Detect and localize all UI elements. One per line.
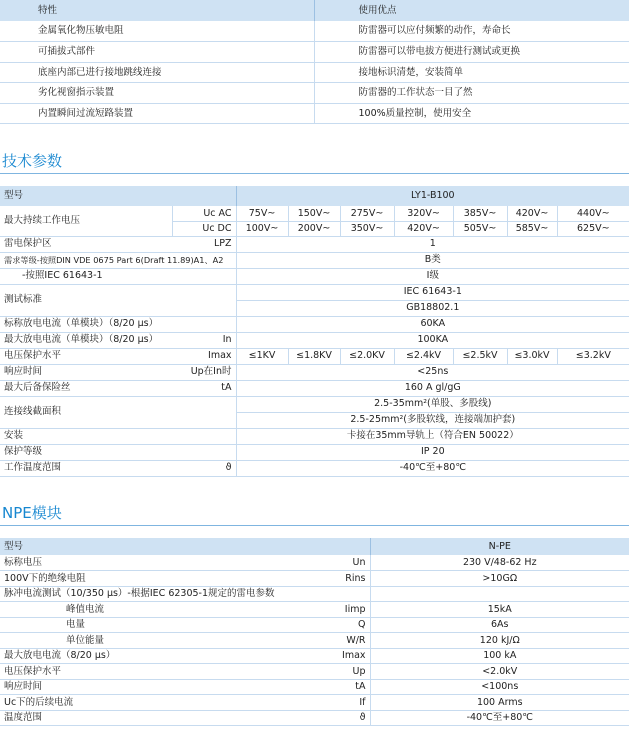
npe-row <box>0 586 629 602</box>
npe-label: 电量 <box>0 617 300 633</box>
param-symbol: LPZ <box>172 236 236 252</box>
tech-model-value: LY1-B100 <box>236 186 629 206</box>
feature-cell: 内置瞬间过流短路装置 <box>0 103 314 124</box>
npe-value: <100ns <box>370 679 629 695</box>
npe-label: 温度范围 <box>0 710 300 726</box>
advantage-cell: 100%质量控制，使用安全 <box>314 103 629 124</box>
ac-value: 150V~ <box>288 206 340 221</box>
npe-symbol: Imax <box>300 648 370 664</box>
up-value: ≤1.8KV <box>288 348 340 364</box>
npe-model-label: 型号 <box>0 538 370 555</box>
npe-symbol: ϑ <box>300 710 370 726</box>
param-value: 1 <box>236 236 629 252</box>
ac-value: 385V~ <box>453 206 507 221</box>
tech-row <box>0 444 629 460</box>
wire-value: 2.5-25mm²(多股软线，连接端加护套) <box>236 412 629 428</box>
npe-value: 15kA <box>370 602 629 618</box>
advantage-cell: 防雷器可以带电拔方便进行测试或更换 <box>314 42 629 63</box>
npe-row <box>0 617 629 633</box>
tech-model-row <box>0 186 629 206</box>
up-value: ≤2.0KV <box>340 348 394 364</box>
tech-section-title: 技术参数 <box>2 152 63 170</box>
tech-model-label: 型号 <box>0 186 236 206</box>
advantage-cell: 接地标识清楚，安装简单 <box>314 62 629 83</box>
tech-up-symbol: Imax <box>172 348 236 364</box>
tech-up-row <box>0 348 629 364</box>
ac-value: 440V~ <box>557 206 629 221</box>
param-label: 响应时间 <box>0 364 172 380</box>
npe-row <box>0 664 629 680</box>
npe-table <box>0 538 629 726</box>
npe-value: 100 Arms <box>370 695 629 711</box>
npe-symbol: Up <box>300 664 370 680</box>
npe-value: >10GΩ <box>370 571 629 587</box>
npe-model-value: N-PE <box>370 538 629 555</box>
npe-symbol: If <box>300 695 370 711</box>
param-label: 保护等级 <box>0 444 236 460</box>
features-row <box>0 42 629 63</box>
param-symbol: Up在In时 <box>172 364 236 380</box>
dc-value: 625V~ <box>557 221 629 236</box>
tech-wire-label: 连接线截面积 <box>0 396 236 428</box>
tech-row <box>0 236 629 252</box>
tech-up-label: 电压保护水平 <box>0 348 172 364</box>
features-table <box>0 0 629 124</box>
param-value: B类 <box>236 252 629 268</box>
dc-value: 420V~ <box>394 221 453 236</box>
npe-symbol: Iimp <box>300 602 370 618</box>
tech-test-row <box>0 284 629 300</box>
param-label: 标称放电电流（单模块）（8/20 μs） <box>0 316 236 332</box>
npe-label: 100V下的绝缘电阻 <box>0 571 300 587</box>
up-value: ≤2.5kV <box>453 348 507 364</box>
param-value: -40℃至+80℃ <box>236 460 629 476</box>
npe-row <box>0 571 629 587</box>
param-label: -按照IEC 61643-1 <box>0 268 172 284</box>
tech-uc-dc: Uc DC <box>172 221 236 236</box>
features-row <box>0 21 629 42</box>
npe-row <box>0 695 629 711</box>
ac-value: 75V~ <box>236 206 288 221</box>
param-value: 60KA <box>236 316 629 332</box>
npe-value <box>370 586 629 602</box>
feature-cell: 金属氧化物压敏电阻 <box>0 21 314 42</box>
tech-row <box>0 428 629 444</box>
npe-symbol: Q <box>300 617 370 633</box>
dc-value: 505V~ <box>453 221 507 236</box>
param-value: 100KA <box>236 332 629 348</box>
features-row <box>0 62 629 83</box>
tech-row <box>0 460 629 476</box>
features-header-advantage: 使用优点 <box>314 0 629 21</box>
npe-symbol: tA <box>300 679 370 695</box>
npe-value: 120 kJ/Ω <box>370 633 629 649</box>
npe-row <box>0 710 629 726</box>
npe-symbol: W/R <box>300 633 370 649</box>
tech-row <box>0 332 629 348</box>
npe-label: 峰值电流 <box>0 602 300 618</box>
npe-label: 最大放电电流（8/20 μs） <box>0 648 300 664</box>
tech-uc-ac-row <box>0 206 629 221</box>
npe-value: 100 kA <box>370 648 629 664</box>
npe-value: 230 V/48-62 Hz <box>370 555 629 571</box>
feature-cell: 可插拔式部件 <box>0 42 314 63</box>
param-label: 最大后备保险丝 <box>0 380 172 396</box>
tech-uc-ac: Uc AC <box>172 206 236 221</box>
tech-row <box>0 268 629 284</box>
npe-section-divider <box>0 525 629 526</box>
tech-uc-label: 最大持续工作电压 <box>0 206 172 236</box>
tech-row <box>0 364 629 380</box>
advantage-cell: 防雷器的工作状态一目了然 <box>314 83 629 104</box>
feature-cell: 底座内部已进行接地跳线连接 <box>0 62 314 83</box>
tech-row <box>0 380 629 396</box>
features-row <box>0 103 629 124</box>
param-value: 160 A gl/gG <box>236 380 629 396</box>
tech-wire-row <box>0 396 629 412</box>
npe-row <box>0 633 629 649</box>
param-label: 雷电保护区 <box>0 236 172 252</box>
tech-row <box>0 252 629 268</box>
npe-value: -40℃至+80℃ <box>370 710 629 726</box>
features-header-feature: 特性 <box>0 0 314 21</box>
npe-label: 脉冲电流测试（10/350 μs）-根据IEC 62305-1规定的雷电参数 <box>0 586 370 602</box>
up-value: ≤3.0kV <box>507 348 557 364</box>
npe-row <box>0 602 629 618</box>
feature-cell: 劣化视窗指示装置 <box>0 83 314 104</box>
features-row <box>0 83 629 104</box>
npe-symbol: Un <box>300 555 370 571</box>
up-value: ≤1KV <box>236 348 288 364</box>
param-symbol: In <box>172 332 236 348</box>
param-label: 安装 <box>0 428 236 444</box>
up-value: ≤2.4kV <box>394 348 453 364</box>
advantage-cell: 防雷器可以应付频繁的动作，寿命长 <box>314 21 629 42</box>
param-value: 卡接在35mm导轨上（符合EN 50022） <box>236 428 629 444</box>
param-symbol <box>172 268 236 284</box>
ac-value: 320V~ <box>394 206 453 221</box>
npe-row <box>0 648 629 664</box>
npe-label: 电压保护水平 <box>0 664 300 680</box>
up-value: ≤3.2kV <box>557 348 629 364</box>
param-label: 最大放电电流（单模块）（8/20 μs） <box>0 332 172 348</box>
npe-row <box>0 679 629 695</box>
param-value: IP 20 <box>236 444 629 460</box>
test-standard: GB18802.1 <box>236 300 629 316</box>
param-value: I级 <box>236 268 629 284</box>
tech-table <box>0 186 629 477</box>
tech-section-divider <box>0 173 629 174</box>
npe-label: 标称电压 <box>0 555 300 571</box>
npe-value: 6As <box>370 617 629 633</box>
param-value: <25ns <box>236 364 629 380</box>
npe-label: 单位能量 <box>0 633 300 649</box>
dc-value: 585V~ <box>507 221 557 236</box>
npe-value: <2.0kV <box>370 664 629 680</box>
param-symbol: ϑ <box>172 460 236 476</box>
ac-value: 420V~ <box>507 206 557 221</box>
npe-label: Uc下的后续电流 <box>0 695 300 711</box>
dc-value: 200V~ <box>288 221 340 236</box>
param-label: 需求等级-按照DIN VDE 0675 Part 6(Draft 11.89)A1、A2 <box>0 252 236 268</box>
param-label: 工作温度范围 <box>0 460 172 476</box>
param-symbol: tA <box>172 380 236 396</box>
tech-row <box>0 316 629 332</box>
features-header-row <box>0 0 629 21</box>
npe-section-title: NPE模块 <box>2 504 62 522</box>
npe-row <box>0 555 629 571</box>
tech-test-label: 测试标准 <box>0 284 236 316</box>
npe-label: 响应时间 <box>0 679 300 695</box>
dc-value: 350V~ <box>340 221 394 236</box>
npe-model-row <box>0 538 629 555</box>
ac-value: 275V~ <box>340 206 394 221</box>
test-standard: IEC 61643-1 <box>236 284 629 300</box>
wire-value: 2.5-35mm²(单股、多股线) <box>236 396 629 412</box>
dc-value: 100V~ <box>236 221 288 236</box>
npe-symbol: Rins <box>300 571 370 587</box>
